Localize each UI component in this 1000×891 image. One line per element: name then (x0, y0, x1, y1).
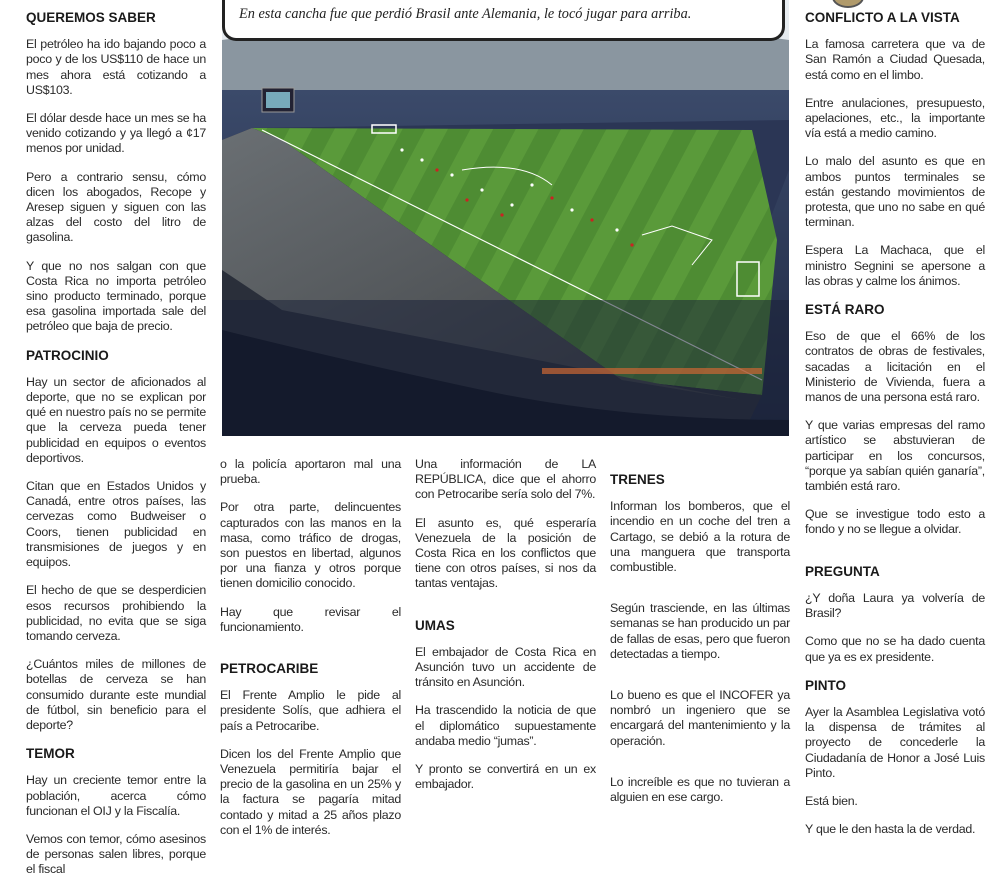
column-4 (610, 472, 790, 818)
paragraph: Ayer la Asamblea Legislativa votó la dispensa de trámites al proyecto de concederle la Ciudadanía de Honor a José Luis Pinto. (805, 704, 985, 780)
paragraph: ¿Cuántos miles de millones de botellas de cerveza se han consumido durante este mundial de fútbol, sin beneficio para el deporte? (26, 657, 206, 732)
column-1 (26, 10, 206, 891)
column-3 (415, 457, 596, 805)
paragraph: Pero a contrario sensu, cómo dicen los abogados, Recope y Aresep siguen y siguen con las alzas del costo del litro de gasolina. (26, 169, 206, 245)
column-2 (220, 457, 401, 851)
stadium-illustration (222, 0, 789, 436)
photo-caption (222, 0, 785, 41)
paragraph: Por otra parte, delincuentes capturados con las manos en la masa, como tráfico de drogas, son puestos en libertad, algunos por una fianza y otros porque tienen domicilio conocido. (220, 500, 401, 591)
logo-icon (832, 0, 864, 8)
paragraph: Como que no se ha dado cuenta que ya es ex presidente. (805, 634, 985, 664)
paragraph: Está bien. (805, 793, 858, 808)
section-title-patrocinio: PATROCINIO (26, 347, 109, 363)
paragraph: Dicen los del Frente Amplio que Venezuela permitiría bajar el precio de la gasolina en un 25% y la factura se pagaría mitad contado y mitad a 25 años plazo con el 1% de interés. (220, 746, 401, 837)
paragraph: Según trasciende, en las últimas semanas se han producido un par de fallas de esas, pero que fueron detectadas a tiempo. (610, 601, 790, 661)
paragraph: El dólar desde hace un mes se ha venido cotizando y ya llegó a ¢17 menos por unidad. (26, 111, 206, 156)
section-title-esta-raro: ESTÁ RARO (805, 302, 885, 318)
paragraph: Y que no nos salgan con que Costa Rica no importa petróleo sino producto terminado, porque esa gasolina importada sale del petróleo que baja de precio. (26, 258, 206, 334)
paragraph: Y que le den hasta la de verdad. (805, 822, 976, 837)
paragraph: La famosa carretera que va de San Ramón a Ciudad Quesada, está como en el limbo. (805, 37, 985, 82)
section-title-trenes: TRENES (610, 472, 665, 487)
paragraph: Eso de que el 66% de los contratos de obras de festivales, sacadas a licitación en el Ministerio de Vivienda, fuera a manos de una persona está raro. (805, 329, 985, 405)
section-title-petrocaribe: PETROCARIBE (220, 661, 319, 677)
paragraph: Citan que en Estados Unidos y Canadá, entre otros países, las cervezas como Budweiser o Coors, tienen publicidad en transmisiones de juegos y en equipos. (26, 479, 206, 570)
paragraph: Vemos con temor, cómo asesinos de personas salen libres, porque el fiscal (26, 831, 206, 877)
paragraph: Lo malo del asunto es que en ambos puntos terminales se están gestando movimientos de protesta, que uno no sabe en qué terminan. (805, 154, 985, 230)
section-title-queremos-saber: QUEREMOS SABER (26, 10, 156, 25)
paragraph: El hecho de que se desperdicien esos recursos prohibiendo la publicidad, no evita que se siga tomando cerveza. (26, 583, 206, 643)
paragraph: Una información de LA REPÚBLICA, dice que el ahorro con Petrocaribe sería solo del 7%. (415, 457, 596, 502)
paragraph: Informan los bomberos, que el incendio en un coche del tren a Cartago, se debió a la rotura de una manguera que transporta combustible. (610, 499, 790, 575)
paragraph: Hay que revisar el funcionamiento. (220, 604, 401, 634)
paragraph: Y pronto se convertirá en un ex embajador. (415, 762, 596, 792)
section-title-umas: UMAS (415, 617, 455, 633)
paragraph: Hay un sector de aficionados al deporte, que no se explican por qué en nuestro país no se permite que la cerveza pueda tener publicidad en equipos o eventos deportivos. (26, 374, 206, 465)
section-title-temor: TEMOR (26, 746, 75, 762)
paragraph: o la policía aportaron mal una prueba. (220, 457, 401, 487)
paragraph: El asunto es, qué esperaría Venezuela de la posición de Costa Rica en los conflictos que tiene con otros países, si nos da tantas ventajas. (415, 515, 596, 591)
paragraph: Lo increíble es que no tuvieran a alguien en ese cargo. (610, 774, 790, 805)
paragraph: Y que varias empresas del ramo artístico se abstuvieran de participar en los concursos, “porque ya sabían quién ganaría”, también está raro. (805, 418, 985, 494)
paragraph: ¿Y doña Laura ya volvería de Brasil? (805, 590, 985, 621)
paragraph: Que se investigue todo esto a fondo y no se llegue a olvidar. (805, 507, 985, 537)
paragraph: El embajador de Costa Rica en Asunción tuvo un accidente de tránsito en Asunción. (415, 644, 596, 690)
section-title-conflicto: CONFLICTO A LA VISTA (805, 10, 960, 25)
paragraph: Hay un creciente temor entre la población, acerca cómo funcionan el OIJ y la Fiscalía. (26, 773, 206, 818)
paragraph: Espera La Machaca, que el ministro Segnini se apersone a las obras y calme los ánimos. (805, 243, 985, 288)
paragraph: Lo bueno es que el INCOFER ya nombró un ingeniero que se encargará del mantenimiento y la operación. (610, 688, 790, 748)
caption-text: En esta cancha fue que perdió Brasil ante Alemania, le tocó jugar para arriba. (239, 6, 692, 22)
paragraph: El Frente Amplio le pide al presidente Solís, que adhiera el país a Petrocaribe. (220, 688, 401, 733)
column-5 (805, 10, 985, 850)
stadium-photo (222, 0, 789, 436)
section-title-pregunta: PREGUNTA (805, 563, 880, 579)
paragraph: Ha trascendido la noticia de que el diplomático supuestamente andaba medio “jumas”. (415, 703, 596, 748)
section-title-pinto: PINTO (805, 677, 847, 693)
paragraph: El petróleo ha ido bajando poco a poco y de los US$110 de hace un mes ahora está cotizando a US$103. (26, 37, 206, 97)
paragraph: Entre anulaciones, presupuesto, apelaciones, etc., la importante vía está a medio camino. (805, 95, 985, 141)
